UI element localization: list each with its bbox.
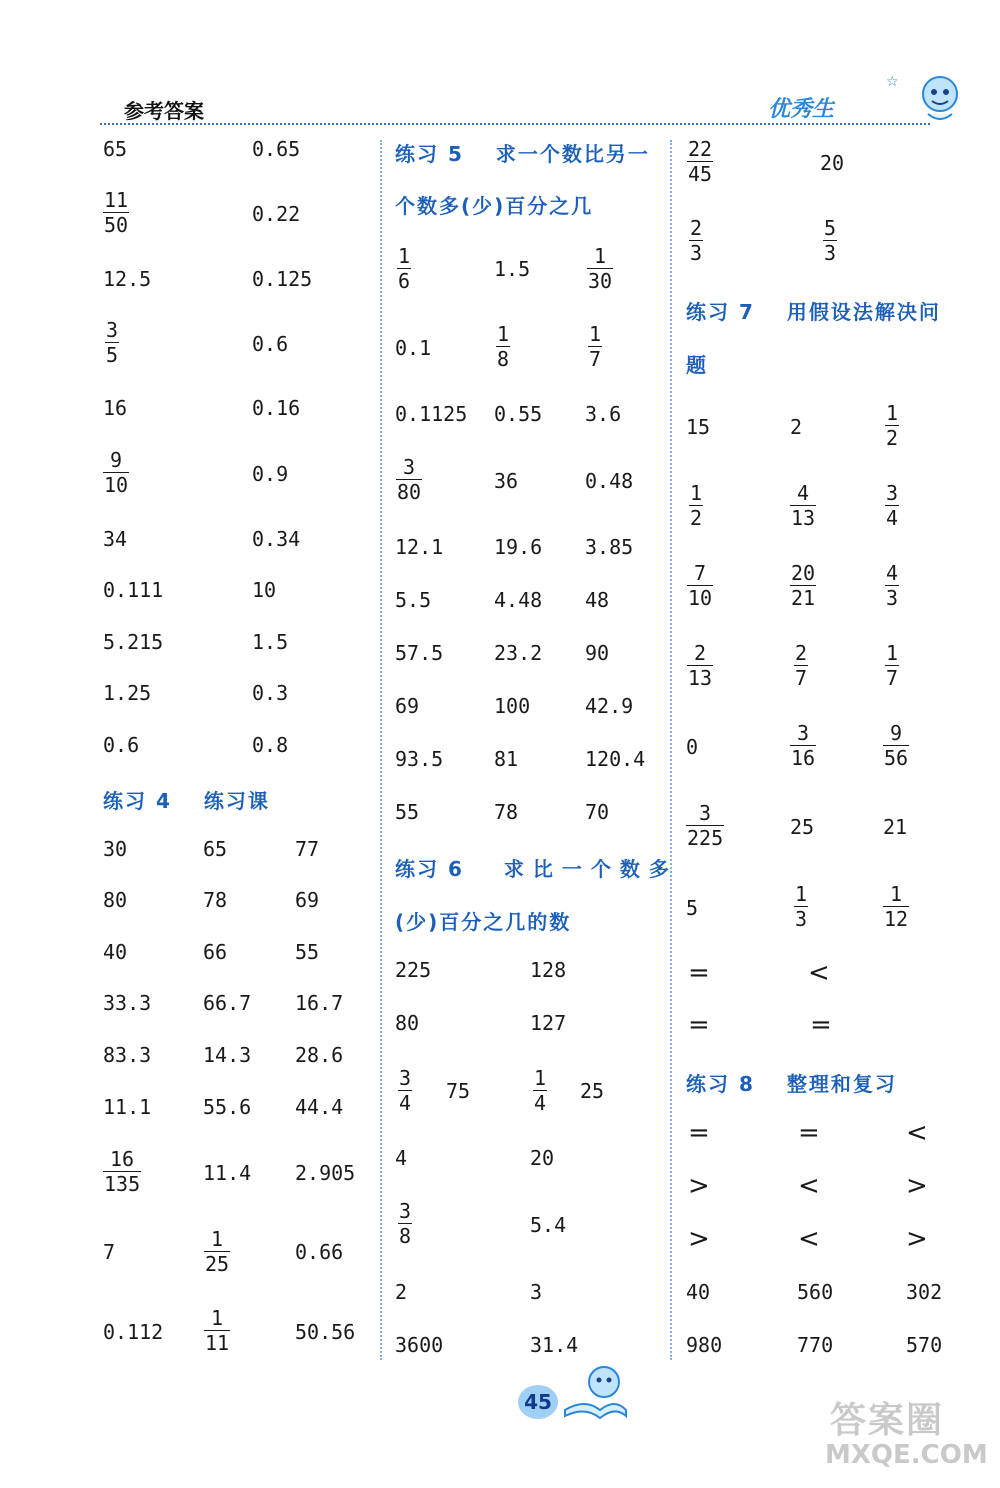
answer-value: 0.3	[252, 681, 289, 705]
fraction: $\frac{1}{11}$	[205, 1306, 230, 1355]
fraction: $\frac{1}{7}$	[886, 641, 899, 690]
answer-value: 77	[295, 837, 320, 861]
answer-value: 21	[883, 815, 908, 839]
answer-value: 36	[494, 469, 519, 493]
page-number: 45	[518, 1385, 558, 1419]
answer-value: 5	[686, 896, 699, 920]
answer-value: 66.7	[203, 991, 252, 1015]
answer-value: 3600	[395, 1333, 444, 1357]
answer-value: 0.55	[494, 402, 543, 426]
comparison-symbol: <	[906, 1118, 928, 1148]
answer-value: 48	[585, 588, 610, 612]
fraction: $\frac{3}{5}$	[106, 318, 119, 367]
fraction: $\frac{1}{4}$	[534, 1066, 547, 1115]
answer-value: 5.4	[530, 1213, 567, 1237]
section-title: 练习课	[203, 789, 270, 813]
section-title-line2: (少)百分之几的数	[395, 910, 572, 934]
section-heading-8	[686, 1068, 897, 1097]
answer-value: 78	[494, 800, 519, 824]
answer-value: 20	[820, 151, 845, 175]
section-title-line1: 求比一个数多	[503, 857, 678, 881]
answer-value: 34	[103, 527, 128, 551]
answer-value: 560	[797, 1280, 834, 1304]
fraction: $\frac{3}{225}$	[687, 801, 724, 850]
fraction: $\frac{1}{6}$	[398, 244, 411, 293]
fraction: $\frac{4}{3}$	[886, 561, 899, 610]
header-divider	[100, 123, 930, 125]
answer-value: 70	[585, 800, 610, 824]
section-title: 整理和复习	[786, 1072, 897, 1096]
section-title-line2: 个数多(少)百分之几	[395, 194, 594, 218]
fraction: $\frac{16}{135}$	[104, 1147, 141, 1196]
answer-value: 16	[103, 396, 128, 420]
answer-value: 3.85	[585, 535, 634, 559]
section-label: 练习 5	[395, 142, 464, 166]
answer-value: 57.5	[395, 641, 444, 665]
comparison-symbol: <	[798, 1224, 820, 1254]
fraction: $\frac{1}{2}$	[690, 481, 703, 530]
answer-value: 100	[494, 694, 531, 718]
section-label: 练习 8	[686, 1072, 755, 1096]
reading-mascot-icon	[560, 1362, 630, 1428]
answer-value: 2	[395, 1280, 408, 1304]
answer-value: 93.5	[395, 747, 444, 771]
comparison-symbol: <	[808, 958, 830, 988]
answer-value: 55	[395, 800, 420, 824]
answer-value: 0.22	[252, 202, 301, 226]
fraction: $\frac{1}{8}$	[497, 322, 510, 371]
answer-value: 75	[446, 1079, 471, 1103]
answer-value: 0.34	[252, 527, 301, 551]
answer-value: 4.48	[494, 588, 543, 612]
section-heading-5	[395, 138, 650, 167]
answer-value: 0.66	[295, 1240, 344, 1264]
answer-value: 570	[906, 1333, 943, 1357]
fraction: $\frac{9}{56}$	[884, 721, 909, 770]
fraction: $\frac{2}{3}$	[690, 216, 703, 265]
answer-value: 0.48	[585, 469, 634, 493]
answer-value: 1.5	[494, 257, 531, 281]
answer-value: 2.905	[295, 1161, 356, 1185]
answer-value: 7	[103, 1240, 116, 1264]
section-label: 练习 7	[686, 300, 755, 324]
answer-value: 1.25	[103, 681, 152, 705]
answer-value: 0.125	[252, 267, 313, 291]
answer-value: 69	[395, 694, 420, 718]
section-title-line1: 求一个数比另一	[495, 142, 650, 166]
column-divider-1	[380, 140, 382, 1360]
fraction: $\frac{2}{13}$	[688, 641, 713, 690]
section-label: 练习 4	[103, 789, 172, 813]
answer-value: 120.4	[585, 747, 646, 771]
answer-value: 80	[103, 888, 128, 912]
fraction: $\frac{2}{7}$	[795, 641, 808, 690]
section-title-line2: 题	[686, 353, 708, 377]
fraction: $\frac{20}{21}$	[791, 561, 816, 610]
answer-value: 40	[686, 1280, 711, 1304]
answer-value: 0	[686, 735, 699, 759]
comparison-symbol: =	[688, 1118, 710, 1148]
answer-value: 69	[295, 888, 320, 912]
answer-value: 770	[797, 1333, 834, 1357]
answer-value: 225	[395, 958, 432, 982]
fraction: $\frac{3}{16}$	[791, 721, 816, 770]
fraction: $\frac{3}{80}$	[397, 455, 422, 504]
answer-value: 20	[530, 1146, 555, 1170]
fraction: $\frac{1}{2}$	[886, 401, 899, 450]
watermark-site: MXQE.COM	[825, 1440, 988, 1470]
fraction: $\frac{1}{7}$	[589, 322, 602, 371]
answer-value: 3.6	[585, 402, 622, 426]
comparison-symbol: =	[688, 1010, 710, 1040]
answer-value: 5.5	[395, 588, 432, 612]
fraction: $\frac{1}{3}$	[795, 882, 808, 931]
fraction: $\frac{1}{25}$	[205, 1227, 230, 1276]
answer-value: 4	[395, 1146, 408, 1170]
answer-value: 19.6	[494, 535, 543, 559]
answer-value: 28.6	[295, 1043, 344, 1067]
comparison-symbol: =	[798, 1118, 820, 1148]
answer-value: 12.5	[103, 267, 152, 291]
answer-value: 65	[103, 137, 128, 161]
answer-value: 16.7	[295, 991, 344, 1015]
fraction: $\frac{22}{45}$	[688, 137, 713, 186]
answer-value: 25	[580, 1079, 605, 1103]
section-label: 练习 6	[395, 857, 464, 881]
section-heading-7	[686, 296, 941, 325]
fraction: $\frac{3}{4}$	[399, 1066, 412, 1115]
answer-value: 25	[790, 815, 815, 839]
answer-value: 50.56	[295, 1320, 356, 1344]
comparison-symbol: >	[906, 1224, 928, 1254]
answer-value: 0.8	[252, 733, 289, 757]
comparison-symbol: =	[688, 958, 710, 988]
answer-value: 10	[252, 578, 277, 602]
answer-value: 66	[203, 940, 228, 964]
answer-value: 31.4	[530, 1333, 579, 1357]
answer-value: 30	[103, 837, 128, 861]
answer-value: 0.6	[103, 733, 140, 757]
answer-value: 0.1	[395, 336, 432, 360]
answer-value: 3	[530, 1280, 543, 1304]
answer-value: 0.9	[252, 462, 289, 486]
fraction: $\frac{3}{4}$	[886, 481, 899, 530]
answer-value: 302	[906, 1280, 943, 1304]
answer-value: 0.1125	[395, 402, 468, 426]
answer-value: 0.111	[103, 578, 164, 602]
answer-value: 23.2	[494, 641, 543, 665]
answer-value: 980	[686, 1333, 723, 1357]
answer-value: 80	[395, 1011, 420, 1035]
answer-value: 11.4	[203, 1161, 252, 1185]
answer-value: 12.1	[395, 535, 444, 559]
answer-value: 5.215	[103, 630, 164, 654]
fraction: $\frac{9}{10}$	[104, 448, 129, 497]
fraction: $\frac{3}{8}$	[399, 1199, 412, 1248]
answer-value: 55.6	[203, 1095, 252, 1119]
comparison-symbol: >	[688, 1224, 710, 1254]
comparison-symbol: >	[906, 1171, 928, 1201]
comparison-symbol: <	[798, 1171, 820, 1201]
answer-value: 0.6	[252, 332, 289, 356]
answer-value: 0.65	[252, 137, 301, 161]
answer-value: 128	[530, 958, 567, 982]
answer-value: 33.3	[103, 991, 152, 1015]
watermark-logo: 答案圈	[830, 1400, 945, 1441]
header-title: 参考答案	[124, 99, 204, 123]
answer-value: 15	[686, 415, 711, 439]
answer-value: 81	[494, 747, 519, 771]
fraction: $\frac{5}{3}$	[824, 216, 837, 265]
section-heading-4	[103, 785, 270, 814]
answer-value: 2	[790, 415, 803, 439]
answer-value: 11.1	[103, 1095, 152, 1119]
fraction: $\frac{4}{13}$	[791, 481, 816, 530]
answer-value: 1.5	[252, 630, 289, 654]
fraction: $\frac{11}{50}$	[104, 188, 129, 237]
fraction: $\frac{7}{10}$	[688, 561, 713, 610]
answer-value: 127	[530, 1011, 567, 1035]
answer-value: 44.4	[295, 1095, 344, 1119]
fraction: $\frac{1}{12}$	[884, 882, 909, 931]
section-heading-6	[395, 853, 678, 882]
answer-value: 0.16	[252, 396, 301, 420]
answer-value: 0.112	[103, 1320, 164, 1344]
answer-value: 40	[103, 940, 128, 964]
mascot-icon	[918, 74, 962, 128]
answer-value: 90	[585, 641, 610, 665]
column-divider-2	[670, 140, 672, 1360]
brand-logo-text: 优秀生	[768, 96, 835, 122]
section-title-line1: 用假设法解决问	[786, 300, 941, 324]
answer-value: 65	[203, 837, 228, 861]
answer-value: 55	[295, 940, 320, 964]
fraction: $\frac{1}{30}$	[588, 244, 613, 293]
answer-value: 78	[203, 888, 228, 912]
comparison-symbol: >	[688, 1171, 710, 1201]
answer-value: 42.9	[585, 694, 634, 718]
answer-value: 83.3	[103, 1043, 152, 1067]
comparison-symbol: =	[810, 1010, 832, 1040]
star-icon: ☆	[886, 74, 899, 90]
answer-value: 14.3	[203, 1043, 252, 1067]
